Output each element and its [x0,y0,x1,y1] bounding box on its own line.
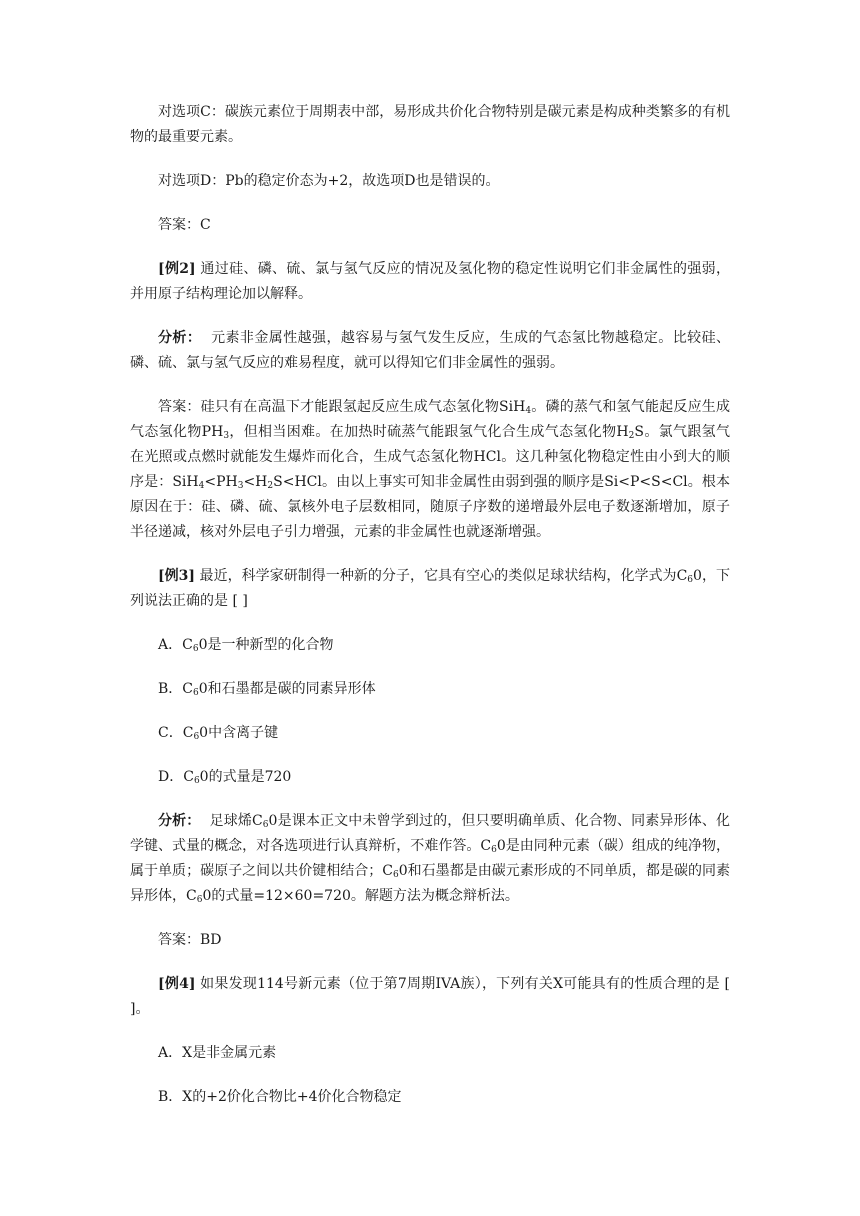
example-2-answer: 答案：硅只有在高温下才能跟氢起反应生成气态氢化物SiH$_4$。磷的蒸气和氢气能起反应生成气态氢化物$PH_3$，但相当困难。在加热时硫蒸气能跟氢气化合生成气态氢化物$H_2S$。氯气跟氢气在光照或点燃时就能发生爆炸而化合，生成气态氢化物HCl。这几种氢化物稳定性由小到大的顺序是：$SiH_4<PH_3<H_2S<HCl$。由以上事实可知非金属性由弱到强的顺序是Si<P<S<Cl。根本原因在于：硅、磷、硫、氯核外电子层数相同，随原子序数的递增最外层电子数逐渐增加，原子半径递减，核对外层电子引力增强，元素的非金属性也就逐渐增强。 [130,399,731,540]
example-4-question: [例4] 如果发现114号新元素（位于第7周期IVA族），下列有关X可能具有的性质合理的是 [ ]。 [130,976,730,1017]
example-3-option-a: A．$C_60$是一种新型的化合物 [158,637,334,654]
document-page [130,100,730,1129]
answer-c: 答案：C [158,217,211,233]
example-4-option-b: B．X的+2价化合物比+4价化合物稳定 [158,1089,402,1105]
paragraph-option-d: 对选项D：Pb的稳定价态为+2，故选项D也是错误的。 [158,173,500,189]
example-2-analysis: 分析： 元素非金属性越强，越容易与氢气发生反应，生成的气态氢比物越稳定。比较硅、磷、硫、氯与氢气反应的难易程度，就可以得知它们非金属性的强弱。 [130,330,731,371]
example-2-question: [例2] 通过硅、磷、硫、氯与氢气反应的情况及氢化物的稳定性说明它们非金属性的强弱，并用原子结构理论加以解释。 [130,261,731,302]
analysis-label: 分析： [158,813,201,829]
paragraph-option-c: 对选项C：碳族元素位于周期表中部，易形成共价化合物特别是碳元素是构成种类繁多的有机物的最重要元素。 [130,104,730,145]
example-4-label: [例4] [158,976,196,992]
example-3-label: [例3] [158,568,196,584]
example-3-question: [例3] 最近，科学家研制得一种新的分子，它具有空心的类似足球状结构，化学式为$C_60$，下列说法正确的是 [ ] [130,568,730,609]
analysis-label: 分析： [158,330,202,346]
example-2-label: [例2] [158,261,196,277]
example-3-option-c: C．$C_60$中含离子键 [158,725,279,742]
example-3-option-d: D．$C_60$的式量是720 [158,769,292,786]
example-3-analysis: 分析： 足球烯$C_60$是课本正文中未曾学到过的，但只要明确单质、化合物、同素异形体、化学键、式量的概念，对各选项进行认真辩析，不难作答。$C_60$是由同种元素（碳）组成的纯净物，属于单质；碳原子之间以共价键相结合；$C_60$和石墨都是由碳元素形成的不同单质，都是碳的同素异形体，$C_60$的式量=12×60=720。解题方法为概念辩析法。 [130,813,731,905]
example-3-answer: 答案：BD [158,932,222,948]
example-4-option-a: A．X是非金属元素 [158,1045,277,1061]
example-3-option-b: B．$C_60$和石墨都是碳的同素异形体 [158,681,376,698]
